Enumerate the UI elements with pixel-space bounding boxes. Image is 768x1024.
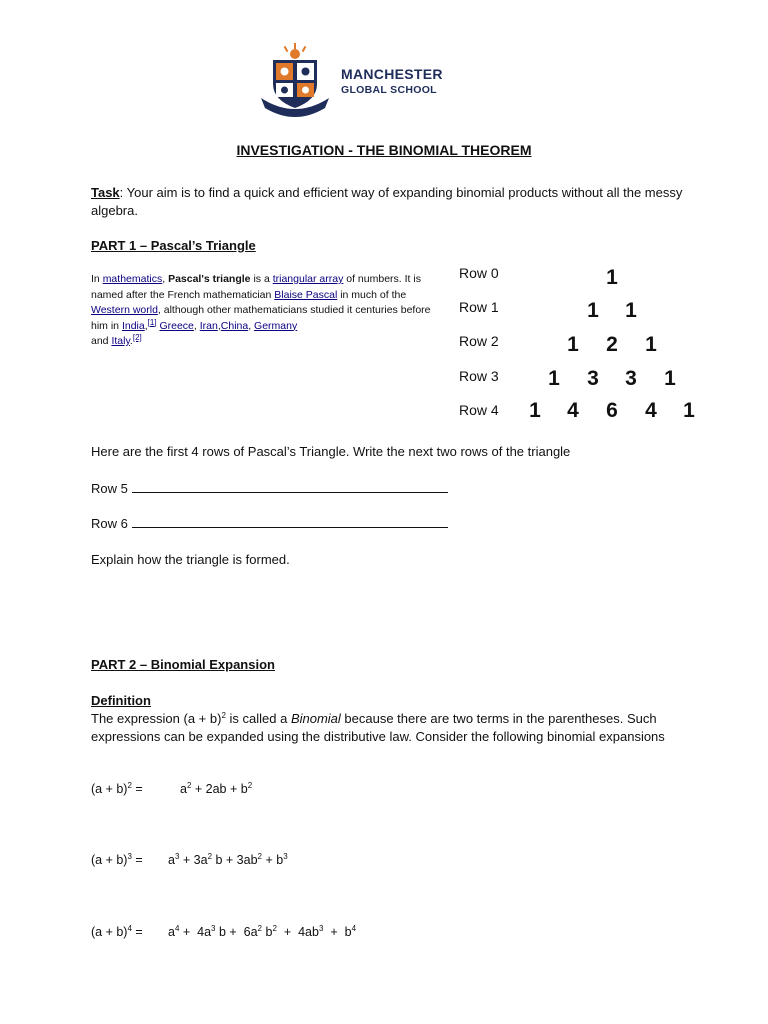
- task-text: Your aim is to find a quick and efficient way of expanding binomial products without all the messy algebra.: [91, 185, 683, 218]
- triangle-number: 1: [548, 367, 560, 390]
- triangle-number: 4: [645, 399, 657, 422]
- definition-text: The expression $(a + b)^2$ is called a Binomial because there are two terms in the parentheses. Such expressions can be expanded using the distributive law. Consider the following binomial expansions: [91, 711, 665, 744]
- school-crest-icon: [255, 42, 335, 122]
- link-germany[interactable]: Germany: [254, 319, 298, 332]
- row5-answer-line[interactable]: [132, 480, 448, 493]
- definition-label: Definition: [91, 693, 151, 708]
- expansion-cube-lhs: $(a + b)^3$ =: [91, 852, 143, 867]
- triangle-row-label: Row 3: [459, 368, 499, 384]
- link-mathematics[interactable]: mathematics: [102, 273, 163, 285]
- reference-2[interactable]: [2]: [132, 333, 142, 342]
- link-greece[interactable]: Greece: [159, 319, 194, 332]
- expansion-fourth-lhs: $(a + b)^4$ =: [91, 924, 143, 939]
- triangle-row-label: Row 4: [459, 402, 499, 418]
- triangle-number: 1: [625, 299, 637, 322]
- link-iran[interactable]: Iran: [199, 319, 218, 332]
- row5-answer: [91, 480, 448, 496]
- explain-prompt: Explain how the triangle is formed.: [91, 552, 290, 567]
- triangle-number: 1: [567, 333, 579, 356]
- triangle-number: 1: [683, 399, 695, 422]
- school-logo: [255, 42, 465, 122]
- triangle-number: 3: [625, 367, 637, 390]
- expansion-fourth-rhs: $a^4 + 4a^3$ $b + 6a^2$ $b^2 + 4ab^3 + b^4$: [168, 924, 357, 939]
- part1-heading: PART 1 – Pascal’s Triangle: [91, 238, 256, 253]
- triangle-number: 1: [664, 367, 676, 390]
- link-china[interactable]: China: [220, 319, 249, 332]
- triangle-row-label: Row 2: [459, 333, 499, 349]
- row6-label: Row 6: [91, 516, 128, 531]
- triangle-number: 1: [529, 399, 541, 422]
- pascal-wiki-excerpt: In mathematics, Pascal's triangle is a triangular array of numbers. It is named after the French mathematician Blaise Pascal in much of the Western world, although other mathematicians studied it centuries before him in India,[1] Greece, Iran,China, Germany and Italy.[2]: [91, 273, 431, 347]
- school-name-secondary: GLOBAL SCHOOL: [341, 84, 437, 96]
- link-italy[interactable]: Italy: [111, 335, 130, 347]
- expansion-cube-rhs: $a^3 + 3a^2$ $b + 3ab^2 + b^3$: [168, 852, 288, 867]
- link-western-world[interactable]: Western world: [91, 304, 158, 316]
- expansion-square-rhs: $a^2 + 2ab + b^2$: [180, 781, 253, 796]
- link-india[interactable]: India: [121, 319, 145, 332]
- reference-1[interactable]: [1]: [147, 317, 157, 327]
- triangle-row-label: Row 1: [459, 299, 499, 315]
- triangle-number: 2: [606, 333, 618, 356]
- row6-answer-line[interactable]: [132, 515, 448, 528]
- triangle-number: 3: [587, 367, 599, 390]
- triangle-instruction: Here are the first 4 rows of Pascal’s Triangle. Write the next two rows of the triangle: [91, 444, 571, 459]
- triangle-number: 6: [606, 399, 618, 422]
- expansion-square-lhs: $(a + b)^2$ =: [91, 781, 143, 796]
- task-label: Task: [91, 185, 120, 200]
- triangle-number: 4: [567, 399, 579, 422]
- triangle-number: 1: [587, 299, 599, 322]
- triangle-row-label: Row 0: [459, 265, 499, 281]
- page-title: INVESTIGATION - THE BINOMIAL THEOREM: [236, 142, 532, 158]
- triangle-number: 1: [645, 333, 657, 356]
- triangle-number: 1: [606, 266, 618, 289]
- link-blaise-pascal[interactable]: Blaise Pascal: [274, 288, 338, 301]
- row6-answer: [91, 515, 448, 531]
- school-name-primary: MANCHESTER: [341, 66, 443, 82]
- part2-heading: PART 2 – Binomial Expansion: [91, 657, 275, 672]
- row5-label: Row 5: [91, 481, 128, 496]
- link-triangular-array[interactable]: triangular array: [272, 273, 344, 285]
- task-paragraph: Task: Your aim is to find a quick and efficient way of expanding binomial products without all the messy algebra.: [91, 185, 683, 218]
